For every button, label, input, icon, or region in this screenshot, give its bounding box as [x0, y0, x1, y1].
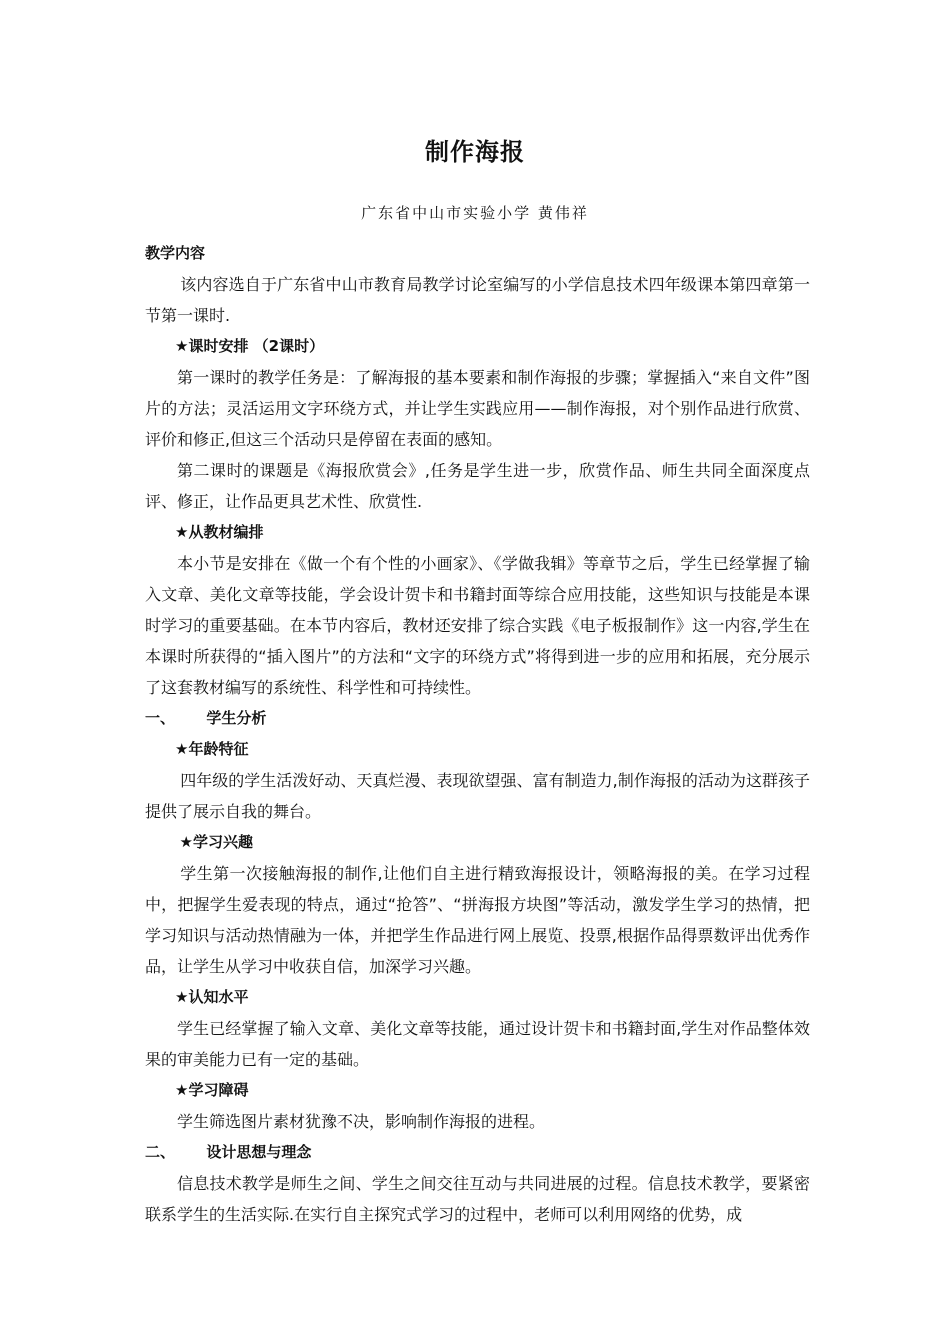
- paragraph-schedule-1: 第一课时的教学任务是：了解海报的基本要素和制作海报的步骤；掌握插入“来自文件”图片的方法；灵活运用文字环绕方式，并让学生实践应用——制作海报，对个别作品进行欣赏、评价和修正,但这三个活动只是停留在表面的感知。: [145, 368, 810, 449]
- section-heading-teaching-content: 教学内容: [145, 244, 206, 262]
- paragraph-interest: 学生第一次接触海报的制作,让他们自主进行精致海报设计，领略海报的美。在学习过程中，把握学生爱表现的特点，通过“抢答”、“拼海报方块图”等活动，激发学生学习的热情，把学习知识与活动热情融为一体，并把学生作品进行网上展览、投票,根据作品得票数评出优秀作品，让学生从学习中收获自信，加深学习兴趣。: [145, 864, 810, 976]
- paragraph-material: 本小节是安排在《做一个有个性的小画家》、《学做我辑》等章节之后，学生已经掌握了输入文章、美化文章等技能，学会设计贺卡和书籍封面等综合应用技能，这些知识与技能是本课时学习的重要基础。在本节内容后，教材还安排了综合实践《电子板报制作》这一内容,学生在本课时所获得的“插入图片”的方法和“文字的环绕方式”将得到进一步的应用和拓展，充分展示了这套教材编写的系统性、科学性和可持续性。: [145, 554, 810, 697]
- paragraph-design-1: 信息技术教学是师生之间、学生之间交往互动与共同进展的过程。信息技术教学，要紧密联系学生的生活实际.在实行自主探究式学习的过程中，老师可以利用网络的优势，成: [145, 1174, 810, 1224]
- subheading-age: ★年龄特征: [175, 740, 249, 758]
- subheading-cognition: ★认知水平: [175, 988, 249, 1006]
- section-heading-student-analysis: 一、 学生分析: [145, 709, 267, 727]
- subheading-material: ★从教材编排: [175, 523, 264, 541]
- document-body: [145, 238, 810, 1230]
- section-heading-design-thinking: 二、 设计思想与理念: [145, 1143, 312, 1161]
- paragraph-intro: 该内容选自于广东省中山市教育局教学讨论室编写的小学信息技术四年级课本第四章第一节第一课时.: [145, 275, 810, 325]
- paragraph-schedule-2: 第二课时的课题是《海报欣赏会》,任务是学生进一步，欣赏作品、师生共同全面深度点评、修正，让作品更具艺术性、欣赏性.: [145, 461, 810, 511]
- subheading-obstacle: ★学习障碍: [175, 1081, 249, 1099]
- paragraph-cognition: 学生已经掌握了输入文章、美化文章等技能，通过设计贺卡和书籍封面,学生对作品整体效果的审美能力已有一定的基础。: [145, 1019, 810, 1069]
- document-title: 制作海报: [425, 138, 525, 166]
- paragraph-age: 四年级的学生活泼好动、天真烂漫、表现欲望强、富有制造力,制作海报的活动为这群孩子提供了展示自我的舞台。: [145, 771, 810, 821]
- subheading-schedule: ★课时安排 （2课时）: [175, 337, 325, 355]
- subheading-interest: ★学习兴趣: [179, 833, 253, 851]
- author-line: 广东省中山市实验小学 黄伟祥: [361, 204, 589, 222]
- paragraph-obstacle: 学生筛选图片素材犹豫不决，影响制作海报的进程。: [177, 1112, 546, 1131]
